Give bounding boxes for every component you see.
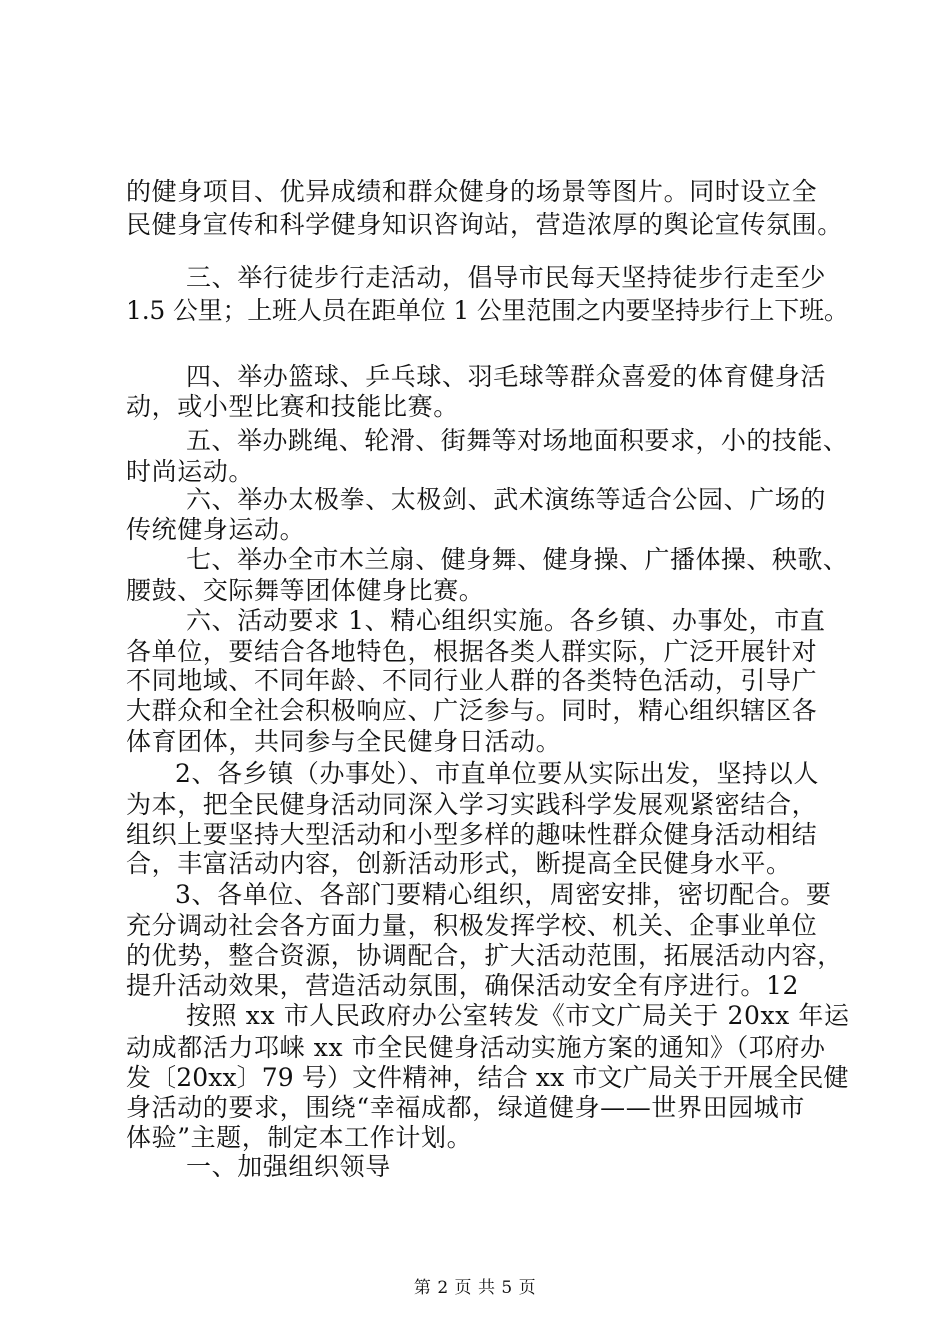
body-line: 腰鼓、交际舞等团体健身比赛。 bbox=[126, 576, 485, 605]
body-line: 六、活动要求 1、精心组织实施。各乡镇、办事处，市直 bbox=[186, 606, 826, 635]
body-line: 按照 xx 市人民政府办公室转发《市文广局关于 20xx 年运 bbox=[186, 1001, 850, 1030]
body-line: 1.5 公里；上班人员在距单位 1 公里范围之内要坚持步行上下班。 bbox=[126, 296, 849, 325]
page-number-footer: 第 2 页 共 5 页 bbox=[413, 1278, 537, 1298]
body-line: 2、各乡镇（办事处）、市直单位要从实际出发，坚持以人 bbox=[175, 759, 820, 788]
body-line: 七、举办全市木兰扇、健身舞、健身操、广播体操、秧歌、 bbox=[186, 545, 849, 574]
body-line: 动，或小型比赛和技能比赛。 bbox=[126, 392, 459, 421]
body-line: 民健身宣传和科学健身知识咨询站，营造浓厚的舆论宣传氛围。 bbox=[126, 210, 843, 239]
body-line: 组织上要坚持大型活动和小型多样的趣味性群众健身活动相结 bbox=[126, 820, 818, 849]
section-heading: 一、加强组织领导 bbox=[186, 1152, 391, 1181]
body-line: 提升活动效果，营造活动氛围，确保活动安全有序进行。12 bbox=[126, 971, 800, 1000]
body-line: 为本，把全民健身活动同深入学习实践科学发展观紧密结合， bbox=[126, 790, 818, 819]
body-line: 充分调动社会各方面力量，积极发挥学校、机关、企事业单位 bbox=[126, 911, 818, 940]
body-line: 身活动的要求，围绕“幸福成都，绿道健身——世界田园城市 bbox=[126, 1093, 805, 1122]
body-line: 不同地域、不同年龄、不同行业人群的各类特色活动，引导广 bbox=[126, 666, 818, 695]
body-line: 大群众和全社会积极响应、广泛参与。同时，精心组织辖区各 bbox=[126, 696, 818, 725]
body-line: 体验”主题，制定本工作计划。 bbox=[126, 1123, 473, 1152]
body-line: 传统健身运动。 bbox=[126, 515, 306, 544]
body-line: 的优势，整合资源，协调配合，扩大活动范围，拓展活动内容， bbox=[126, 941, 843, 970]
body-line: 体育团体，共同参与全民健身日活动。 bbox=[126, 727, 562, 756]
body-line: 的健身项目、优异成绩和群众健身的场景等图片。同时设立全 bbox=[126, 177, 818, 206]
body-line: 五、举办跳绳、轮滑、街舞等对场地面积要求，小的技能、 bbox=[186, 426, 849, 455]
body-line: 各单位，要结合各地特色，根据各类人群实际，广泛开展针对 bbox=[126, 637, 818, 666]
body-line: 六、举办太极拳、太极剑、武术演练等适合公园、广场的 bbox=[186, 485, 827, 514]
body-line: 合，丰富活动内容，创新活动形式，断提高全民健身水平。 bbox=[126, 849, 792, 878]
body-line: 三、举行徒步行走活动，倡导市民每天坚持徒步行走至少 bbox=[186, 263, 827, 292]
body-line: 发〔20xx〕79 号）文件精神，结合 xx 市文广局关于开展全民健 bbox=[126, 1063, 849, 1092]
body-line: 3、各单位、各部门要精心组织，周密安排，密切配合。要 bbox=[175, 880, 832, 909]
body-line: 动成都活力邛崃 xx 市全民健身活动实施方案的通知》（邛府办 bbox=[126, 1033, 826, 1062]
body-line: 时尚运动。 bbox=[126, 457, 255, 486]
body-line: 四、举办篮球、乒乓球、羽毛球等群众喜爱的体育健身活 bbox=[186, 362, 827, 391]
